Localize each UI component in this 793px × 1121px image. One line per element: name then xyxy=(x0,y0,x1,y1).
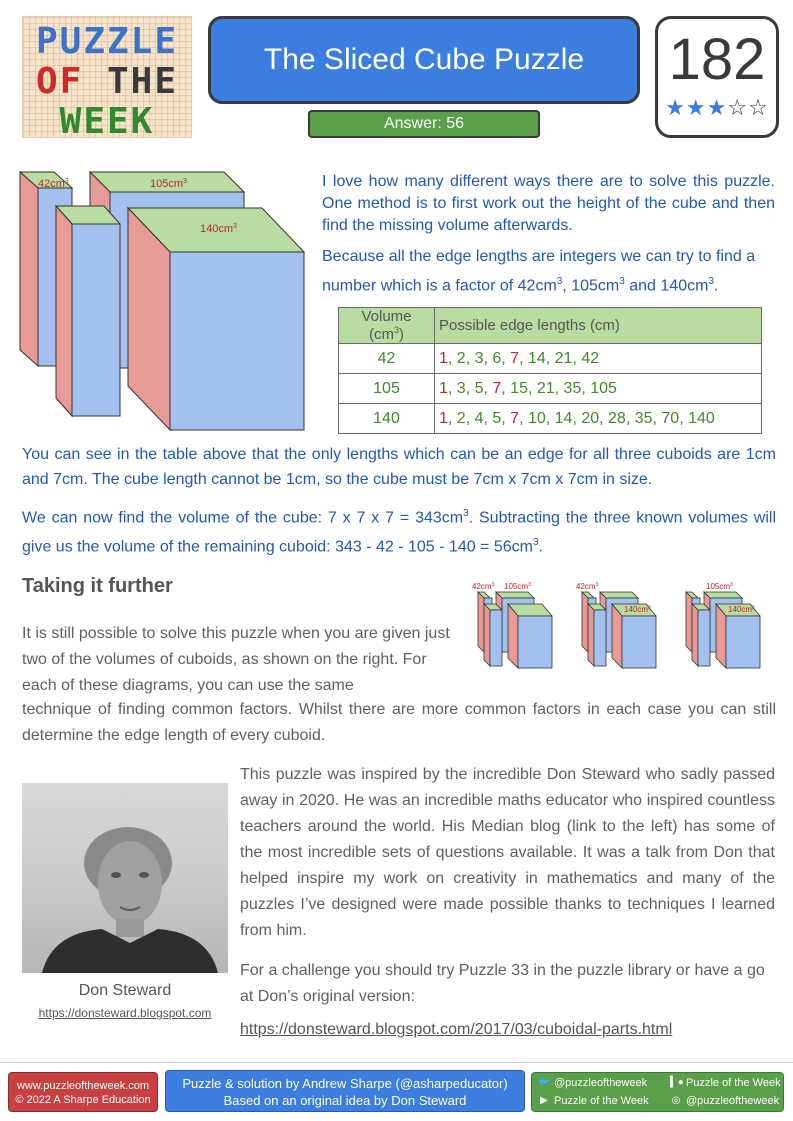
mini-diagram-1 xyxy=(472,582,552,668)
cuboid-56-front xyxy=(72,224,120,416)
portrait-icon xyxy=(22,783,228,973)
footer-credit-1: Puzzle & solution by Andrew Sharpe (@asharpeducator) xyxy=(182,1076,508,1091)
puzzle-number: 182 xyxy=(668,27,766,92)
photo-caption: Don Steward xyxy=(78,982,172,999)
youtube-link[interactable]: ▶ Puzzle of the Week xyxy=(538,1095,649,1107)
star-filled-icon: ★★★ xyxy=(665,95,728,120)
lengths-cell: 1, 3, 5, 7, 15, 21, 35, 105 xyxy=(435,374,762,404)
further-text-1: It is still possible to solve this puzzle when you are given just two of the volumes of cuboids, as shown on the right. For each of these diagrams, you can use the same xyxy=(22,625,450,694)
mini-diagram-3 xyxy=(686,582,760,668)
intro-paragraph-1: I love how many different ways there are to solve this puzzle. One method is to first work out the height of the cube and then find the missing volume afterwards. xyxy=(322,173,775,234)
footer-site-link[interactable]: www.puzzleoftheweek.com xyxy=(16,1080,150,1092)
logo-line-puzzle: PUZZLE xyxy=(35,21,179,62)
footer-copyright: © 2022 A Sharpe Education xyxy=(15,1094,151,1106)
footer-social-box xyxy=(531,1072,784,1112)
volume-cell: 105 xyxy=(339,374,435,404)
instagram-icon: ◎ xyxy=(671,1095,681,1106)
conclusion-paragraph-2: We can now find the volume of the cube: 7 x 7 x $7 = 343cm^3$. Subtracting the three known volumes will give us the volume of the remaining cuboid: $343 - 42 - 105 - 140 = 56cm^3$. xyxy=(22,508,776,556)
mini2-label-b: $140cm^3$ xyxy=(624,605,651,614)
tribute-paragraph: This puzzle was inspired by the incredible Don Steward who sadly passed away in 2020. He was an incredible maths educator who inspired countless teachers around the world. His Median blog (link to the left) has some of the most incredible sets of questions available. It was a talk from Don that helped inspire my work on creativity in mathematics and many of the puzzles I’ve designed were made possible thanks to techniques I learned from him. xyxy=(240,766,775,939)
patreon-link[interactable]: ▍● Puzzle of the Week xyxy=(670,1077,781,1089)
puzzle-number-box xyxy=(655,16,779,138)
instagram-link[interactable]: ◎ @puzzleoftheweek xyxy=(671,1095,780,1107)
label-42: $42cm^3$ xyxy=(38,178,69,190)
sliced-cube-diagram xyxy=(16,168,312,436)
footer-site-box xyxy=(8,1072,158,1112)
cuboid-140-front xyxy=(170,252,304,430)
mini2-label-a: $42cm^3$ xyxy=(576,582,599,591)
lengths-cell: 1, 2, 4, 5, 7, 10, 14, 20, 28, 35, 70, 140 xyxy=(435,404,762,434)
logo-line-week: WEEK xyxy=(59,101,155,142)
page-title: The Sliced Cube Puzzle xyxy=(208,16,640,104)
volume-cell: 42 xyxy=(339,344,435,374)
footer-credit-2: Based on an original idea by Don Steward xyxy=(223,1093,467,1108)
patreon-icon: ▍● xyxy=(670,1077,684,1088)
table-header-row xyxy=(339,308,762,344)
mini3-label-b: $140cm^3$ xyxy=(728,605,755,614)
challenge-paragraph: For a challenge you should try Puzzle 33 in the puzzle library or have a go at Don’s original version: xyxy=(240,962,765,1005)
logo-line-of-the: OF THE xyxy=(35,61,179,102)
header-volume: Volume $(cm^3)$ xyxy=(339,308,435,344)
conclusion-paragraph-1: You can see in the table above that the only lengths which can be an edge for all three cuboids are 1cm and 7cm. The cube length cannot be 1cm, so the cube must be 7cm x 7cm x 7cm in size. xyxy=(22,446,776,488)
youtube-icon: ▶ xyxy=(540,1095,548,1106)
star-empty-icon: ☆☆ xyxy=(727,95,769,120)
difficulty-stars xyxy=(658,95,776,121)
twitter-icon: 🐦 xyxy=(538,1077,551,1088)
footer-divider xyxy=(0,1062,793,1063)
twitter-link[interactable]: 🐦 @puzzleoftheweek xyxy=(538,1077,648,1089)
intro-paragraph-2: Because all the edge lengths are integers we can try to find a number which is a factor of $42cm^3$, $105cm^3$ and $140cm^3$. xyxy=(322,248,756,295)
label-140: $140cm^3$ xyxy=(200,223,237,235)
footer-credits-box xyxy=(165,1070,525,1112)
don-steward-photo xyxy=(22,783,228,973)
mini1-label-a: $42cm^3$ xyxy=(472,582,495,591)
mini3-label-a: $105cm^3$ xyxy=(706,582,733,591)
further-text-2: technique of finding common factors. Whilst there are more common factors in each case you can still determine the edge length of every cuboid. xyxy=(22,701,776,744)
section-heading-further: Taking it further xyxy=(22,575,173,597)
puzzle-of-the-week-logo xyxy=(22,16,192,142)
answer-badge: Answer: 56 xyxy=(308,110,540,138)
original-puzzle-link[interactable]: https://donsteward.blogspot.com/2017/03/cuboidal-parts.html xyxy=(240,1021,673,1038)
cuboid-56-side xyxy=(56,206,72,416)
blog-link[interactable]: https://donsteward.blogspot.com xyxy=(38,1006,212,1020)
volume-cell: 140 xyxy=(339,404,435,434)
mini1-label-b: $105cm^3$ xyxy=(504,582,531,591)
mini-diagram-2 xyxy=(576,582,656,668)
lengths-cell: 1, 2, 3, 6, 7, 14, 21, 42 xyxy=(435,344,762,374)
factor-table xyxy=(338,307,762,434)
mini-diagrams xyxy=(470,578,770,672)
table-row xyxy=(339,344,762,374)
label-105: $105cm^3$ xyxy=(150,178,187,190)
header-lengths: Possible edge lengths (cm) xyxy=(435,308,762,344)
table-row xyxy=(339,404,762,434)
table-row xyxy=(339,374,762,404)
cuboid-42-side xyxy=(20,172,38,366)
